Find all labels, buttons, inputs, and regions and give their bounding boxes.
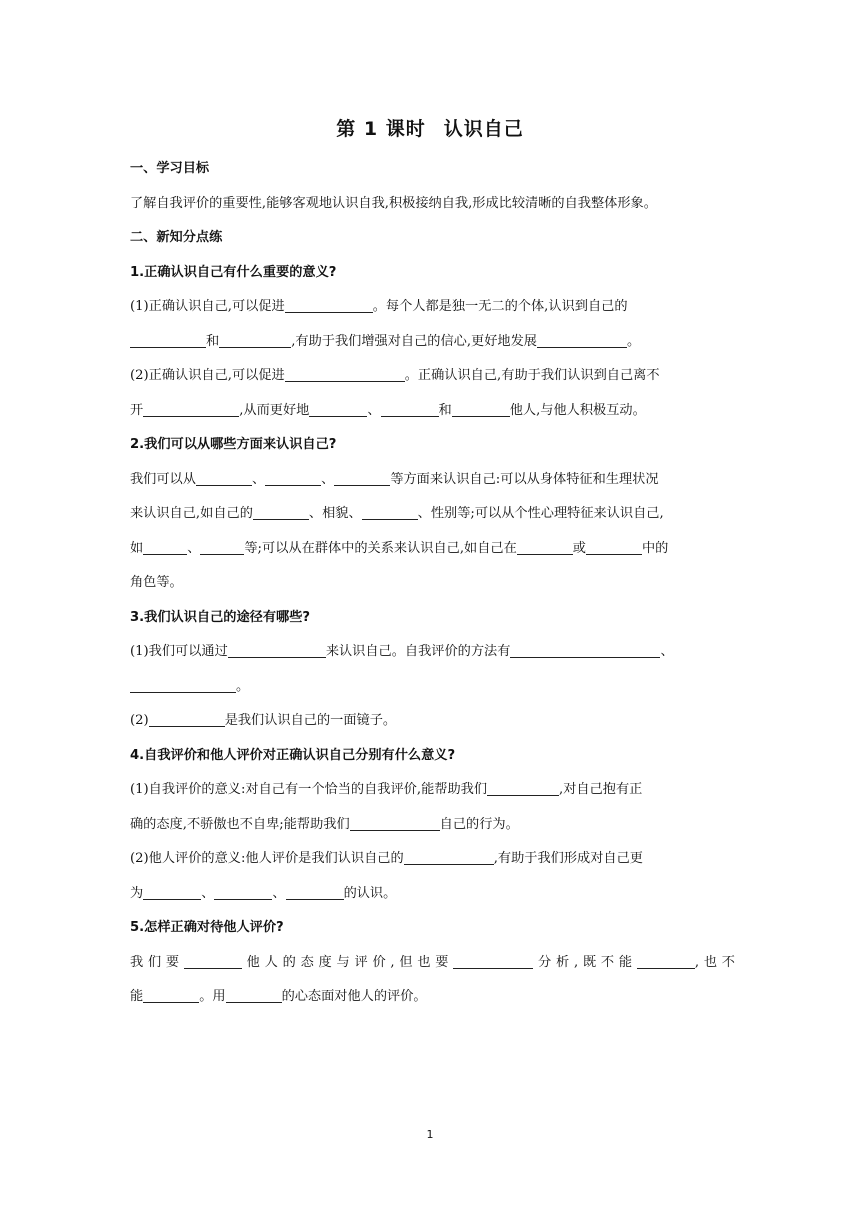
q1-line-3: (2)正确认识自己,可以促进 。正确认识自己,有助于我们认识到自己离不: [130, 368, 660, 383]
question-5: 5.怎样正确对待他人评价?: [130, 920, 284, 935]
blank[interactable]: [196, 471, 252, 486]
q4-line-1: (1)自我评价的意义:对自己有一个恰当的自我评价,能帮助我们 ,对自己抱有正: [130, 782, 643, 797]
q3-line-2: 。: [130, 670, 735, 705]
question-1: 1.正确认识自己有什么重要的意义?: [130, 264, 337, 280]
goal-text: 了解自我评价的重要性,能够客观地认识自我,积极接纳自我,形成比较清晰的自我整体形象。: [130, 195, 657, 211]
q5-line-2: 能 。用 的心态面对他人的评价。: [130, 989, 427, 1004]
question-4: 4.自我评价和他人评价对正确认识自己分别有什么意义?: [130, 747, 456, 763]
blank[interactable]: [253, 505, 309, 520]
blank[interactable]: [487, 781, 559, 796]
blank[interactable]: [226, 988, 282, 1003]
q2-line-4: 角色等。: [130, 575, 183, 590]
blank[interactable]: [219, 333, 291, 348]
blank[interactable]: [200, 540, 244, 555]
title-lesson-number: 第 1 课时: [336, 118, 426, 140]
blank[interactable]: [381, 402, 439, 417]
blank[interactable]: [637, 954, 695, 969]
question-3: 3.我们认识自己的途径有哪些?: [130, 609, 311, 625]
section-heading-goals: 一、学习目标: [130, 161, 210, 176]
blank[interactable]: [309, 402, 367, 417]
blank[interactable]: [453, 954, 533, 969]
blank[interactable]: [452, 402, 510, 417]
blank[interactable]: [404, 850, 494, 865]
blank[interactable]: [228, 643, 326, 658]
q1-line-2: 和 ,有助于我们增强对自己的信心,更好地发展 。: [130, 325, 735, 360]
blank[interactable]: [143, 402, 239, 417]
q2-line-2: 来认识自己,如自己的 、相貌、 、性别等;可以从个性心理特征来认识自己,: [130, 506, 664, 521]
blank[interactable]: [214, 885, 272, 900]
q2-line-3: 如 、 等;可以从在群体中的关系来认识自己,如自己在 或 中的: [130, 540, 669, 556]
blank[interactable]: [143, 885, 201, 900]
q1-line-4: 开 ,从而更好地 、 和 他人,与他人积极互动。: [130, 402, 646, 418]
q3-line-3: (2) 是我们认识自己的一面镜子。: [130, 713, 397, 728]
title-topic: 认识自己: [443, 118, 524, 140]
q4-line-4: 为 、 、 的认识。: [130, 885, 397, 901]
page-number: 1: [426, 1128, 434, 1141]
blank[interactable]: [143, 540, 187, 555]
blank[interactable]: [130, 678, 236, 693]
blank[interactable]: [286, 885, 344, 900]
q4-line-3: (2)他人评价的意义:他人评价是我们认识自己的 ,有助于我们形成对自己更: [130, 851, 643, 866]
blank[interactable]: [184, 954, 242, 969]
blank[interactable]: [130, 333, 206, 348]
blank[interactable]: [350, 816, 440, 831]
q5-line-1: 我们要 他人的态度与评价,但也要 分析,既不能 ,也不: [130, 954, 735, 970]
blank[interactable]: [143, 988, 199, 1003]
blank[interactable]: [510, 643, 660, 658]
q3-line-1: (1)我们可以通过 来认识自己。自我评价的方法有 、: [130, 644, 674, 659]
lesson-title: [0, 114, 860, 141]
blank[interactable]: [362, 505, 418, 520]
q1-line-1: (1)正确认识自己,可以促进 。每个人都是独一无二的个体,认识到自己的: [130, 299, 628, 314]
blank[interactable]: [285, 367, 405, 382]
question-2: 2.我们可以从哪些方面来认识自己?: [130, 437, 337, 452]
blank[interactable]: [265, 471, 321, 486]
blank[interactable]: [149, 712, 225, 727]
blank[interactable]: [537, 333, 627, 348]
blank[interactable]: [586, 540, 642, 555]
q4-line-2: 确的态度,不骄傲也不自卑;能帮助我们 自己的行为。: [130, 816, 519, 832]
blank[interactable]: [517, 540, 573, 555]
blank[interactable]: [285, 298, 373, 313]
q2-line-1: 我们可以从 、 、 等方面来认识自己:可以从身体特征和生理状况: [130, 471, 659, 487]
section-heading-practice: 二、新知分点练: [130, 230, 223, 245]
worksheet-body: [130, 152, 735, 1015]
blank[interactable]: [334, 471, 390, 486]
